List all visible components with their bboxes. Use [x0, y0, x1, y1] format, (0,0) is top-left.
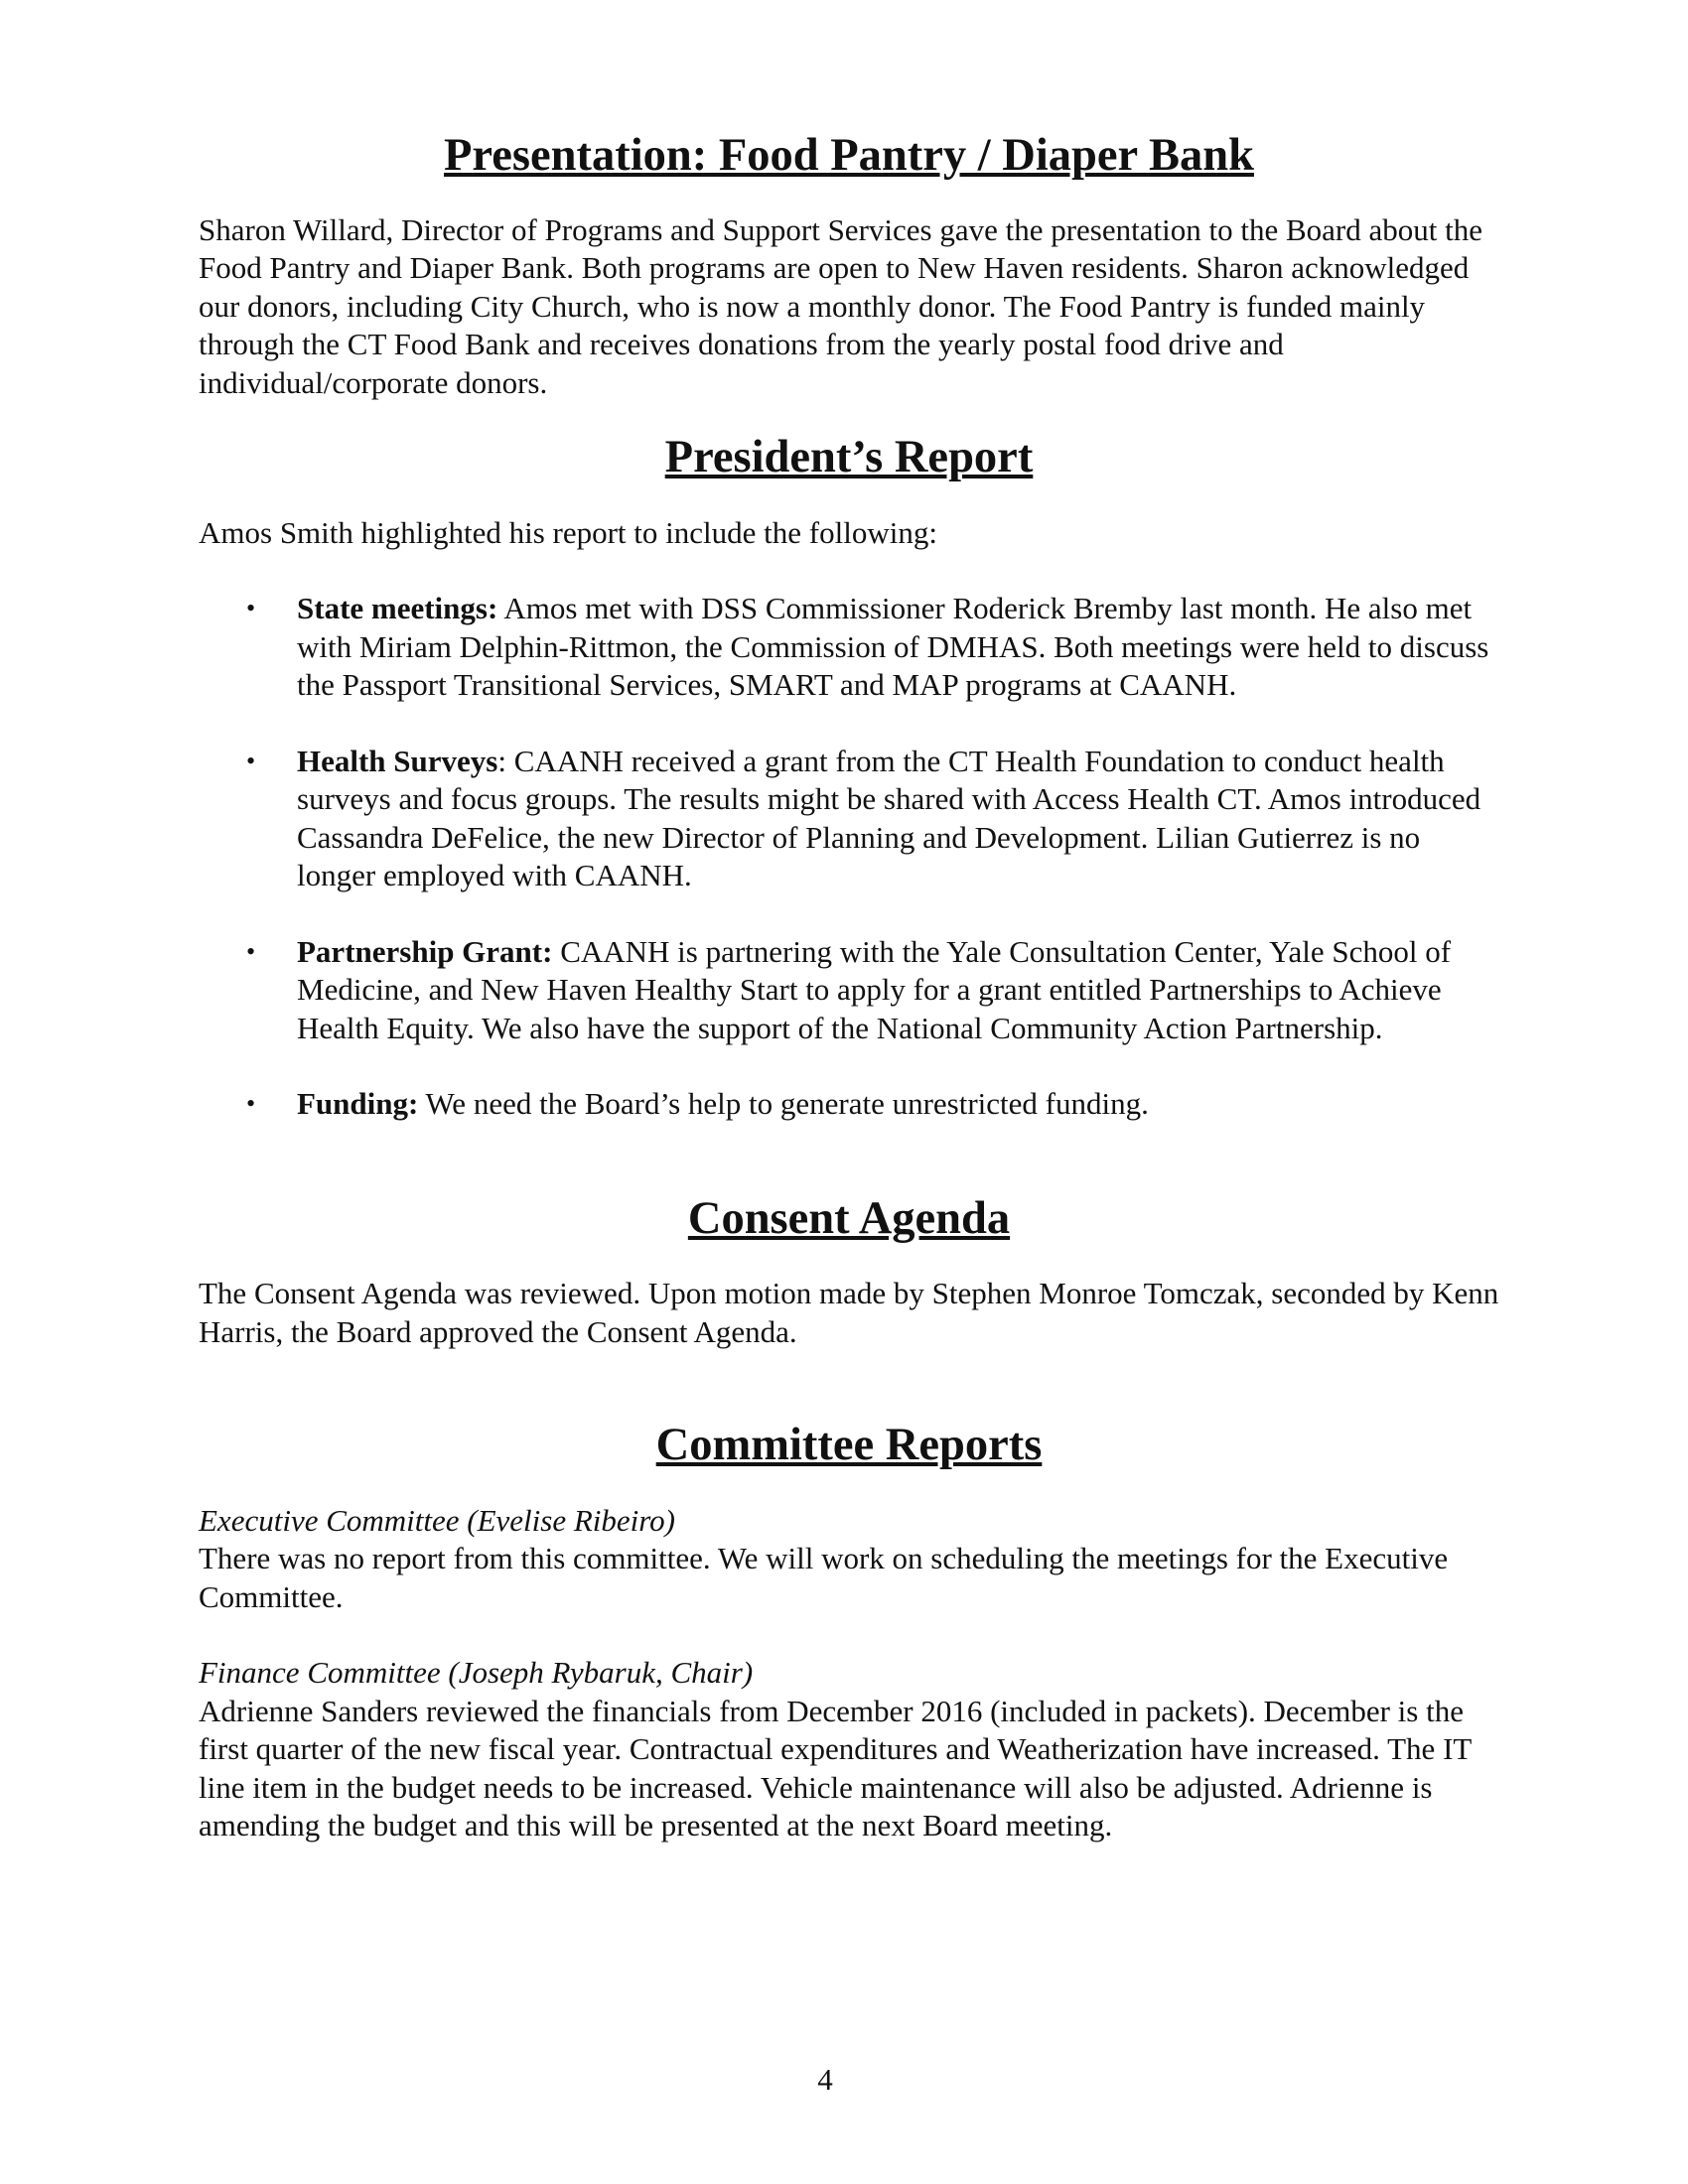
bullet-funding	[199, 1085, 1499, 1124]
consent-agenda-paragraph: The Consent Agenda was reviewed. Upon motion made by Stephen Monroe Tomczak, seconded by Kenn Harris, the Board approved the Consent Agenda.	[199, 1276, 1499, 1349]
page-number: 4	[817, 2062, 833, 2097]
bullet-label: State meetings:	[297, 591, 498, 625]
bullet-label: Partnership Grant:	[297, 933, 553, 969]
bullet-health-surveys	[199, 743, 1499, 895]
bullet-partnership-grant	[199, 933, 1499, 1048]
committee-reports-heading: Committee Reports	[655, 1420, 1043, 1470]
executive-committee-text: There was no report from this committee. We will work on scheduling the meetings for the Executive Committee.	[199, 1541, 1449, 1614]
bullet-text: Amos met with DSS Commissioner Roderick Bremby last month. He also met with Miriam Delphin-Rittmon, the Commission of DMHAS. Both meetings were held to discuss the Passport Transitional Services, SMART and MAP programs at CAANH.	[297, 591, 1489, 702]
consent-agenda-heading: Consent Agenda	[687, 1192, 1011, 1244]
bullet-dot: •	[246, 746, 256, 775]
food-pantry-heading: Presentation: Food Pantry / Diaper Bank	[444, 130, 1254, 181]
finance-committee-text: Adrienne Sanders reviewed the financials from December 2016 (included in packets). December is the first quarter of the new fiscal year. Contractual expenditures and Weatherization have increased. The IT line item in the budget needs to be increased. Vehicle maintenance will also be adjusted. Adrienne is amending the budget and this will be presented at the next Board meeting.	[199, 1693, 1472, 1843]
presidents-report-heading: President’s Report	[664, 432, 1034, 482]
presidents-report-bullets	[199, 590, 1499, 1124]
bullet-text: : CAANH received a grant from the CT Health Foundation to conduct health surveys and focus groups. The results might be shared with Access Health CT. Amos introduced Cassandra DeFelice, the new Director of Planning and Development. Lilian Gutierrez is no longer employed with CAANH.	[297, 743, 1481, 892]
bullet-dot: •	[246, 594, 256, 622]
finance-committee-title: Finance Committee (Joseph Rybaruk, Chair)	[199, 1655, 754, 1690]
bullet-text: We need the Board’s help to generate unrestricted funding.	[418, 1086, 1149, 1121]
bullet-dot: •	[246, 1089, 256, 1118]
food-pantry-paragraph: Sharon Willard, Director of Programs and Support Services gave the presentation to the Board about the Food Pantry and Diaper Bank. Both programs are open to New Haven residents. Sharon acknowledged our donors, including City Church, who is now a monthly donor. The Food Pantry is funded mainly through the CT Food Bank and receives donations from the yearly postal food drive and individual/corporate donors.	[199, 211, 1482, 400]
document-page	[199, 130, 1499, 1845]
bullet-state-meetings	[199, 590, 1499, 705]
executive-committee-title: Executive Committee (Evelise Ribeiro)	[199, 1502, 676, 1538]
bullet-label: Health Surveys	[297, 743, 498, 778]
bullet-text: CAANH is partnering with the Yale Consultation Center, Yale School of Medicine, and New Haven Healthy Start to apply for a grant entitled Partnerships to Achieve Health Equity. We also have the support of the National Community Action Partnership.	[297, 933, 1452, 1045]
bullet-dot: •	[246, 936, 256, 966]
presidents-report-intro: Amos Smith highlighted his report to include the following:	[199, 514, 937, 550]
bullet-label: Funding:	[297, 1086, 419, 1121]
